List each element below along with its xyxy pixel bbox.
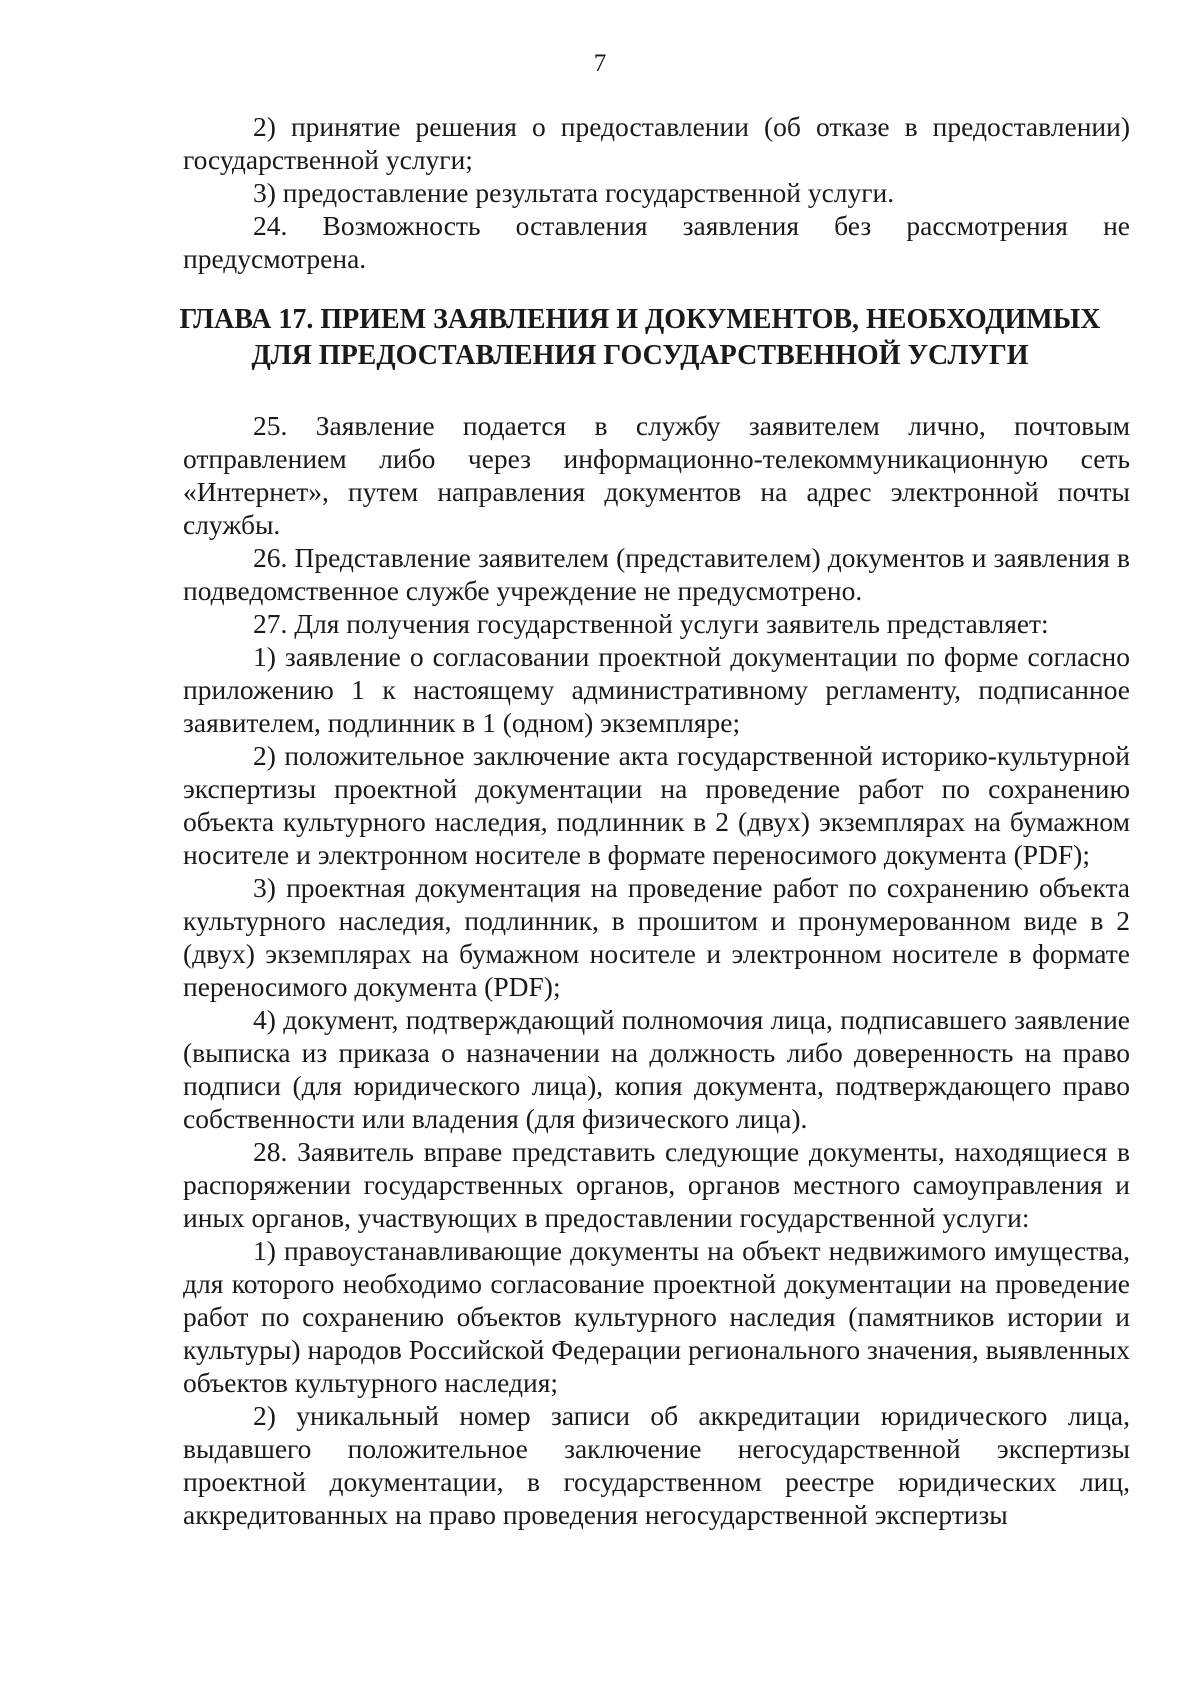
paragraph: 24. Возможность оставления заявления без рассмотрения не предусмотрена. <box>183 210 1130 274</box>
page-number: 7 <box>593 50 607 77</box>
chapter-body <box>183 409 1130 1531</box>
paragraph: 26. Представление заявителем (представителем) документов и заявления в подведомственное службе учреждение не предусмотрено. <box>183 542 1130 606</box>
list-item: 1) заявление о согласовании проектной документации по форме согласно приложению 1 к настоящему административному регламенту, подписанное заявителем, подлинник в 1 (одном) экземпляре; <box>183 641 1130 738</box>
list-item: 3) предоставление результата государственной услуги. <box>253 177 895 208</box>
chapter-heading-line: ГЛАВА 17. ПРИЕМ ЗАЯВЛЕНИЯ И ДОКУМЕНТОВ, НЕОБХОДИМЫХ <box>179 304 1101 335</box>
paragraph: 25. Заявление подается в службу заявителем лично, почтовым отправлением либо через информационно-телекоммуникационную сеть «Интернет», путем направления документов на адрес электронной почты службы. <box>183 410 1130 540</box>
list-item: 4) документ, подтверждающий полномочия лица, подписавшего заявление (выписка из приказа о назначении на должность либо доверенность на право подписи (для юридического лица), копия документа, подтверждающего право собственности или владения (для физического лица). <box>183 1004 1130 1134</box>
list-item: 3) проектная документация на проведение работ по сохранению объекта культурного наследия, подлинник, в прошитом и пронумерованном виде в 2 (двух) экземплярах на бумажном носителе и электронном носителе в формате переносимого документа (PDF); <box>183 872 1130 1002</box>
preceding-list <box>183 110 1130 275</box>
chapter-heading <box>150 302 1130 374</box>
list-item: 2) принятие решения о предоставлении (об отказе в предоставлении) государственной услуги; <box>183 111 1130 175</box>
chapter-heading-line: ДЛЯ ПРЕДОСТАВЛЕНИЯ ГОСУДАРСТВЕННОЙ УСЛУГИ <box>251 340 1029 371</box>
list-item: 2) положительное заключение акта государственной историко-культурной экспертизы проектной документации на проведение работ по сохранению объекта культурного наследия, подлинник в 2 (двух) экземплярах на бумажном носителе и электронном носителе в формате переносимого документа (PDF); <box>183 740 1130 870</box>
paragraph: 28. Заявитель вправе представить следующие документы, находящиеся в распоряжении государственных органов, органов местного самоуправления и иных органов, участвующих в предоставлении государственной услуги: <box>183 1136 1130 1233</box>
list-item: 2) уникальный номер записи об аккредитации юридического лица, выдавшего положительное заключение негосударственной экспертизы проектной документации, в государственном реестре юридических лиц, аккредитованных на право проведения негосударственной экспертизы <box>183 1400 1130 1530</box>
list-item: 1) правоустанавливающие документы на объект недвижимого имущества, для которого необходимо согласование проектной документации на проведение работ по сохранению объектов культурного наследия (памятников истории и культуры) народов Российской Федерации регионального значения, выявленных объектов культурного наследия; <box>183 1235 1130 1398</box>
paragraph: 27. Для получения государственной услуги заявитель представляет: <box>253 608 1049 639</box>
